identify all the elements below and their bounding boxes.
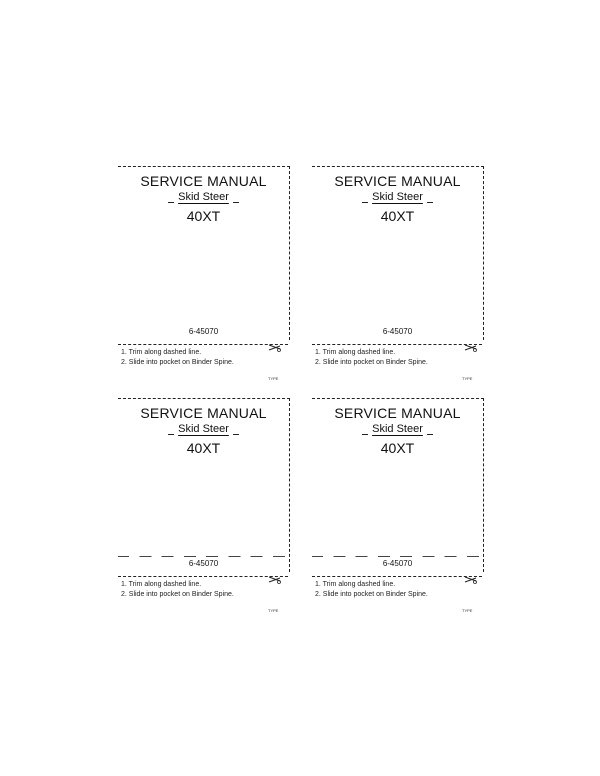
trim-line: [312, 344, 482, 346]
divider: [168, 202, 174, 203]
card-code: TYPE: [462, 608, 473, 613]
scissors-icon: [464, 343, 478, 353]
card-model: 40XT: [380, 440, 415, 456]
scissors-icon: [268, 343, 282, 353]
instruction-line: 2. Slide into pocket on Binder Spine.: [121, 359, 234, 366]
card-model: 40XT: [186, 440, 221, 456]
card-model: 40XT: [380, 208, 415, 224]
card-part-number: 6-45070: [188, 327, 219, 336]
card-subtitle-row: [118, 423, 289, 435]
trim-line: [312, 576, 482, 578]
divider: [168, 434, 174, 435]
card-part-number: 6-45070: [188, 559, 219, 568]
card-subtitle-row: [312, 191, 483, 203]
card-code: TYPE: [268, 608, 279, 613]
label-card-1: [118, 166, 290, 340]
card-part-number: 6-45070: [382, 327, 413, 336]
card-title: SERVICE MANUAL: [140, 173, 267, 189]
label-card-4: [312, 398, 484, 572]
card-subtitle: Skid Steer: [372, 191, 423, 203]
card-subtitle: Skid Steer: [372, 423, 423, 435]
instruction-line: 1. Trim along dashed line.: [121, 349, 202, 356]
scissors-icon: [464, 575, 478, 585]
instruction-line: 1. Trim along dashed line.: [315, 581, 396, 588]
card-subtitle-row: [312, 423, 483, 435]
card-instructions: [315, 348, 428, 368]
instruction-line: 2. Slide into pocket on Binder Spine.: [121, 591, 234, 598]
divider: [362, 202, 368, 203]
scissors-icon: [268, 575, 282, 585]
instruction-line: 1. Trim along dashed line.: [121, 581, 202, 588]
card-title: SERVICE MANUAL: [140, 405, 267, 421]
trim-line: [118, 576, 288, 578]
card-part-number: 6-45070: [382, 559, 413, 568]
instruction-line: 1. Trim along dashed line.: [315, 349, 396, 356]
card-title: SERVICE MANUAL: [334, 405, 461, 421]
divider: [233, 434, 239, 435]
card-subtitle: Skid Steer: [178, 191, 229, 203]
card-model: 40XT: [186, 208, 221, 224]
card-instructions: [121, 348, 234, 368]
instruction-line: 2. Slide into pocket on Binder Spine.: [315, 591, 428, 598]
divider: [427, 202, 433, 203]
trim-line: [118, 344, 288, 346]
card-code: TYPE: [268, 376, 279, 381]
divider: [427, 434, 433, 435]
label-card-2: [312, 166, 484, 340]
divider: [233, 202, 239, 203]
card-title: SERVICE MANUAL: [334, 173, 461, 189]
card-subtitle: Skid Steer: [178, 423, 229, 435]
label-card-3: [118, 398, 290, 572]
dashed-divider: [312, 556, 482, 558]
divider: [362, 434, 368, 435]
card-instructions: [121, 580, 234, 600]
card-instructions: [315, 580, 428, 600]
card-subtitle-row: [118, 191, 289, 203]
dashed-divider: [118, 556, 288, 558]
instruction-line: 2. Slide into pocket on Binder Spine.: [315, 359, 428, 366]
card-code: TYPE: [462, 376, 473, 381]
